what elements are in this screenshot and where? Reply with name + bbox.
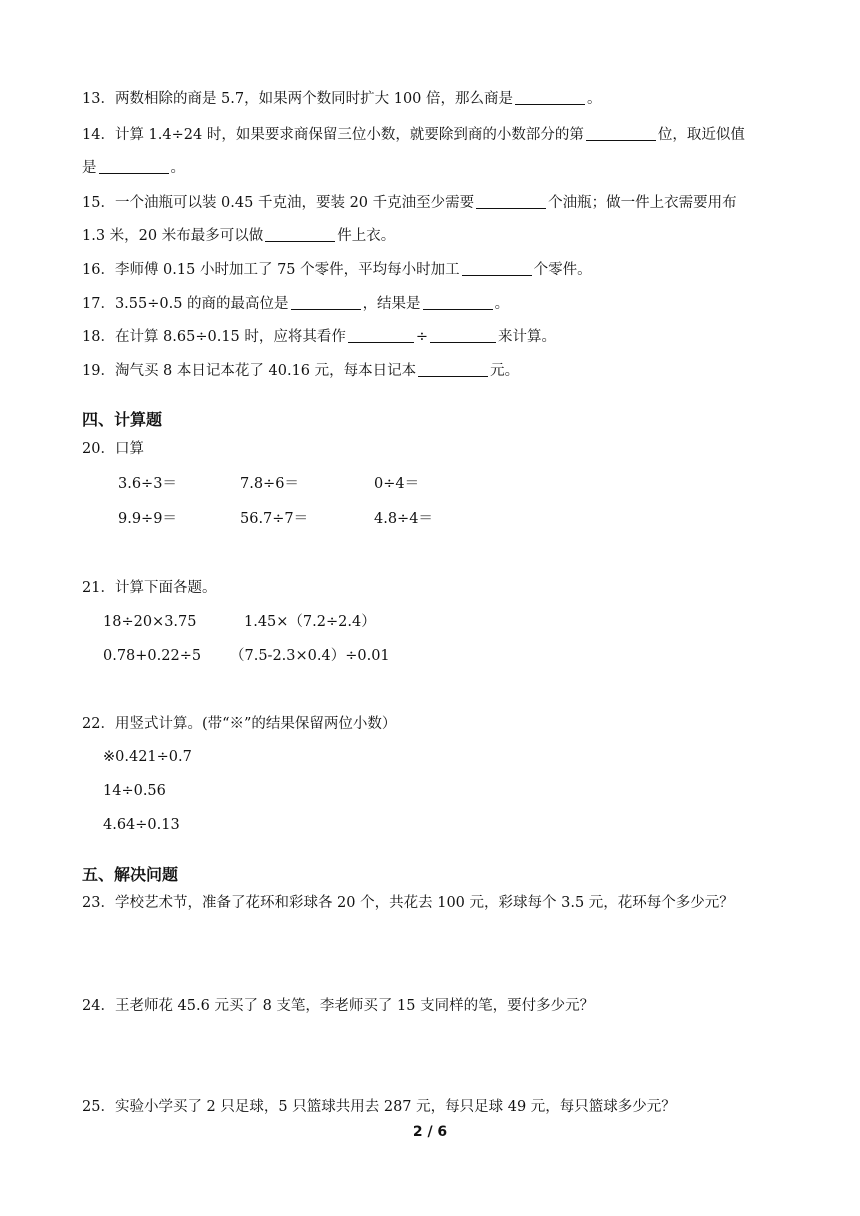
question-text: 实验小学买了 2 只足球，5 只篮球共用去 287 元，每只足球 49 元，每只篮球多少元？: [114, 1099, 676, 1115]
oral-calc-item: 4.8÷4＝: [374, 511, 433, 527]
vertical-calc-item: ※0.421÷0.7: [103, 749, 192, 765]
question-text: 个油瓶；做一件上衣需要用布: [548, 195, 737, 211]
answer-blank[interactable]: [462, 261, 532, 276]
question-text: 计算 1.4÷24 时，如果要求商保留三位小数，就要除到商的小数部分的第: [114, 127, 584, 143]
oral-calc-item: 7.8÷6＝: [240, 476, 299, 492]
question-19: [82, 361, 519, 381]
answer-blank[interactable]: [418, 362, 488, 377]
question-15: [82, 193, 737, 213]
question-text: 两数相除的商是 5.7，如果两个数同时扩大 100 倍，那么商是: [114, 91, 514, 107]
calc-item: 1.45×（7.2÷2.4）: [244, 614, 376, 630]
question-14-cont: [82, 158, 185, 178]
vertical-calc-item: 14÷0.56: [103, 783, 166, 799]
question-text: 用竖式计算。(带“※”的结果保留两位小数）: [114, 716, 397, 732]
question-text: 计算下面各题。: [114, 580, 217, 596]
vertical-calc-item: 4.64÷0.13: [103, 817, 180, 833]
oral-calc-item: 0÷4＝: [374, 476, 420, 492]
answer-blank[interactable]: [99, 159, 169, 174]
section-heading-calculation: 四、计算题: [82, 410, 163, 429]
question-text: 在计算 8.65÷0.15 时，应将其看作: [114, 329, 346, 345]
answer-blank[interactable]: [348, 328, 414, 343]
answer-blank[interactable]: [586, 126, 656, 141]
answer-blank[interactable]: [291, 295, 361, 310]
question-text: 王老师花 45.6 元买了 8 支笔，李老师买了 15 支同样的笔，要付多少元？: [114, 998, 595, 1014]
question-number: 23．: [82, 895, 115, 911]
oral-calc-item: 3.6÷3＝: [118, 476, 177, 492]
question-text: 是: [82, 160, 97, 176]
question-text: 淘气买 8 本日记本花了 40.16 元，每本日记本: [114, 363, 417, 379]
calc-item: 0.78+0.22÷5: [103, 648, 202, 664]
question-text: 一个油瓶可以装 0.45 千克油，要装 20 千克油至少需要: [114, 195, 475, 211]
question-text: 。: [494, 296, 510, 312]
question-text: 学校艺术节，准备了花环和彩球各 20 个，共花去 100 元，彩球每个 3.5 元，花环每个多少元？: [114, 895, 734, 911]
question-20: [82, 439, 144, 459]
question-number: 19．: [82, 363, 115, 379]
question-text: 件上衣。: [337, 228, 396, 244]
oral-calc-item: 56.7÷7＝: [240, 511, 309, 527]
question-number: 21．: [82, 580, 115, 596]
question-14: [82, 125, 745, 145]
question-text: 口算: [114, 441, 144, 457]
question-number: 16．: [82, 262, 115, 278]
question-text: ÷: [415, 329, 429, 345]
question-number: 13．: [82, 91, 115, 107]
answer-blank[interactable]: [476, 194, 546, 209]
calc-item: （7.5-2.3×0.4）÷0.01: [230, 648, 390, 664]
oral-calc-item: 9.9÷9＝: [118, 511, 177, 527]
page-number: 2 / 6: [412, 1124, 448, 1140]
question-text: 1.3 米，20 米布最多可以做: [82, 228, 264, 244]
question-number: 17．: [82, 296, 115, 312]
question-text: ，结果是: [362, 296, 421, 312]
question-number: 24．: [82, 998, 115, 1014]
answer-blank[interactable]: [515, 90, 585, 105]
question-25: [82, 1097, 676, 1117]
question-number: 25．: [82, 1099, 115, 1115]
question-13: [82, 89, 602, 109]
question-text: 。: [170, 160, 185, 176]
question-text: 。: [587, 91, 602, 107]
question-23: [82, 893, 734, 913]
question-number: 14．: [82, 127, 115, 143]
question-text: 位，取近似值: [657, 127, 745, 143]
answer-blank[interactable]: [265, 227, 335, 242]
question-text: 个零件。: [533, 262, 592, 278]
answer-blank[interactable]: [423, 295, 493, 310]
question-number: 15．: [82, 195, 115, 211]
question-number: 20．: [82, 441, 115, 457]
question-16: [82, 260, 592, 280]
question-text: 3.55÷0.5 的商的最高位是: [114, 296, 289, 312]
section-heading-word-problems: 五、解决问题: [82, 865, 179, 884]
question-22: [82, 714, 396, 734]
calc-item: 18÷20×3.75: [103, 614, 197, 630]
question-text: 李师傅 0.15 小时加工了 75 个零件，平均每小时加工: [114, 262, 460, 278]
question-15-cont: [82, 226, 395, 246]
question-17: [82, 294, 509, 314]
question-21: [82, 578, 216, 598]
question-18: [82, 327, 556, 347]
question-number: 18．: [82, 329, 115, 345]
question-24: [82, 996, 594, 1016]
question-text: 来计算。: [498, 329, 557, 345]
question-number: 22．: [82, 716, 115, 732]
answer-blank[interactable]: [430, 328, 496, 343]
question-text: 元。: [490, 363, 520, 379]
